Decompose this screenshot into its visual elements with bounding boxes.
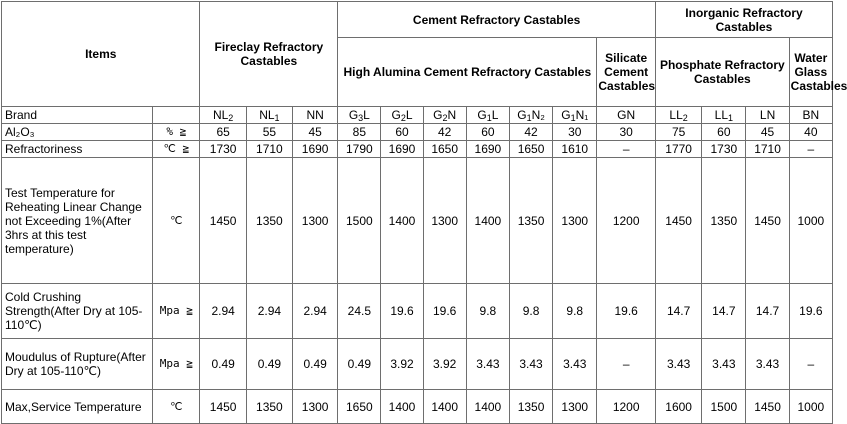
value-cell: 14.7 xyxy=(702,284,746,339)
value-cell: 1790 xyxy=(338,141,381,158)
modulus-row xyxy=(2,339,833,390)
value-cell: 0.49 xyxy=(246,339,292,390)
fireclay-header: Fireclay Refractory Castables xyxy=(200,2,338,107)
value-cell: 3.43 xyxy=(702,339,746,390)
brand-subscript: 2 xyxy=(682,113,688,123)
value-cell: 1650 xyxy=(509,141,552,158)
value-cell: 1690 xyxy=(293,141,338,158)
value-cell: 2.94 xyxy=(246,284,292,339)
brand-cell: $LL_1$ xyxy=(702,107,746,124)
value-cell: 1200 xyxy=(597,158,656,284)
value-cell: 1350 xyxy=(509,158,552,284)
value-cell: 19.6 xyxy=(423,284,466,339)
row-unit: ℃ xyxy=(153,390,200,424)
value-cell: 1300 xyxy=(553,390,597,424)
value-cell: 1300 xyxy=(293,158,338,284)
value-cell: 45 xyxy=(293,124,338,141)
brand-cell: $G_1N_1$ xyxy=(553,107,597,124)
value-cell: 1200 xyxy=(597,390,656,424)
cement-header: Cement Refractory Castables xyxy=(338,2,656,38)
value-cell: 3.43 xyxy=(655,339,701,390)
brand-subscript: 1 xyxy=(570,113,576,123)
refractory-castables-table xyxy=(1,1,847,424)
brand-subscript: 1 xyxy=(486,113,492,123)
value-cell: 3.43 xyxy=(553,339,597,390)
brand-subscript: 3 xyxy=(358,113,364,123)
row-unit xyxy=(153,107,200,124)
phosphate-header: Phosphate Refractory Castables xyxy=(655,38,789,107)
brand-subscript: 2 xyxy=(228,113,234,123)
value-cell: 1450 xyxy=(746,158,789,284)
silicate-header: Silicate Cement Castables xyxy=(597,38,656,107)
value-cell: 1710 xyxy=(246,141,292,158)
max-service-row xyxy=(2,390,833,424)
value-cell: 1400 xyxy=(466,158,509,284)
brand-subscript: 1 xyxy=(728,113,734,123)
brand-subscript: 2 xyxy=(442,113,448,123)
brand-cell: $G_3L$ xyxy=(338,107,381,124)
test-temperature-row xyxy=(2,158,833,284)
value-cell: 65 xyxy=(200,124,246,141)
value-cell: 1300 xyxy=(293,390,338,424)
brand-cell: $NL_2$ xyxy=(200,107,246,124)
brand-subscript: 2 xyxy=(400,113,406,123)
brand-cell: GN xyxy=(597,107,656,124)
row-label: Brand xyxy=(2,107,153,124)
brand-cell: NN xyxy=(293,107,338,124)
brand-cell: $LL_2$ xyxy=(655,107,701,124)
value-cell: 55 xyxy=(246,124,292,141)
value-cell: 85 xyxy=(338,124,381,141)
value-cell: 1690 xyxy=(466,141,509,158)
row-label: Cold Crushing Strength(After Dry at 105-110℃) xyxy=(2,284,153,339)
brand-subscript: 1 xyxy=(274,113,280,123)
brand-cell: $G_1L$ xyxy=(466,107,509,124)
value-cell: 1690 xyxy=(381,141,423,158)
value-cell: 3.92 xyxy=(381,339,423,390)
value-cell: – xyxy=(597,141,656,158)
value-cell: 19.6 xyxy=(597,284,656,339)
value-cell: 3.43 xyxy=(746,339,789,390)
value-cell: 9.8 xyxy=(509,284,552,339)
value-cell: 1770 xyxy=(655,141,701,158)
value-cell: 1650 xyxy=(338,390,381,424)
value-cell: 3.43 xyxy=(509,339,552,390)
cold-crushing-row xyxy=(2,284,833,339)
inorganic-header: Inorganic Refractory Castables xyxy=(655,2,832,38)
row-unit: Mpa ≧ xyxy=(153,339,200,390)
value-cell: 19.6 xyxy=(381,284,423,339)
value-cell: 9.8 xyxy=(553,284,597,339)
value-cell: 1450 xyxy=(655,158,701,284)
items-header: Items xyxy=(2,2,200,107)
value-cell: 0.49 xyxy=(293,339,338,390)
value-cell: 60 xyxy=(466,124,509,141)
high-alumina-header: High Alumina Cement Refractory Castables xyxy=(338,38,597,107)
brand-row xyxy=(2,107,833,124)
value-cell: 1500 xyxy=(702,390,746,424)
header-row-1 xyxy=(2,2,833,38)
value-cell: 1400 xyxy=(381,158,423,284)
value-cell: 75 xyxy=(655,124,701,141)
value-cell: 1400 xyxy=(381,390,423,424)
row-unit: % ≧ xyxy=(153,124,200,141)
value-cell: 2.94 xyxy=(200,284,246,339)
brand-cell: LN xyxy=(746,107,789,124)
brand-cell: $G_2N$ xyxy=(423,107,466,124)
value-cell: 9.8 xyxy=(466,284,509,339)
value-cell: 1350 xyxy=(246,390,292,424)
value-cell: 1350 xyxy=(702,158,746,284)
value-cell: 1300 xyxy=(553,158,597,284)
value-cell: 1730 xyxy=(200,141,246,158)
value-cell: – xyxy=(789,339,832,390)
value-cell: 30 xyxy=(597,124,656,141)
brand-cell: $G_1N_2$ xyxy=(509,107,552,124)
row-label: Test Temperature for Reheating Linear Change not Exceeding 1%(After 3hrs at this test temperature) xyxy=(2,158,153,284)
refractoriness-row xyxy=(2,141,833,158)
value-cell: 3.43 xyxy=(466,339,509,390)
value-cell: 14.7 xyxy=(655,284,701,339)
value-cell: 0.49 xyxy=(200,339,246,390)
brand-subscript: 1 xyxy=(526,113,532,123)
value-cell: 1450 xyxy=(200,158,246,284)
value-cell: – xyxy=(597,339,656,390)
row-unit: ℃ xyxy=(153,158,200,284)
value-cell: 45 xyxy=(746,124,789,141)
value-cell: 1610 xyxy=(553,141,597,158)
value-cell: 60 xyxy=(381,124,423,141)
value-cell: 1730 xyxy=(702,141,746,158)
value-cell: 2.94 xyxy=(293,284,338,339)
value-cell: 1400 xyxy=(423,390,466,424)
row-label: Max,Service Temperature xyxy=(2,390,153,424)
value-cell: 1000 xyxy=(789,390,832,424)
value-cell: 3.92 xyxy=(423,339,466,390)
value-cell: 1350 xyxy=(246,158,292,284)
value-cell: 42 xyxy=(509,124,552,141)
value-cell: 30 xyxy=(553,124,597,141)
row-label: Al₂O₃ xyxy=(2,124,153,141)
value-cell: 42 xyxy=(423,124,466,141)
row-label: Refractoriness xyxy=(2,141,153,158)
value-cell: 1650 xyxy=(423,141,466,158)
al2o3-row xyxy=(2,124,833,141)
value-cell: 1350 xyxy=(509,390,552,424)
value-cell: 1450 xyxy=(746,390,789,424)
row-label: Moudulus of Rupture(After Dry at 105-110℃) xyxy=(2,339,153,390)
brand-cell: $G_2L$ xyxy=(381,107,423,124)
water-glass-header: Water Glass Castables xyxy=(789,38,832,107)
brand-cell: BN xyxy=(789,107,832,124)
value-cell: 40 xyxy=(789,124,832,141)
value-cell: 1300 xyxy=(423,158,466,284)
brand-cell: $NL_1$ xyxy=(246,107,292,124)
row-unit: ℃ ≧ xyxy=(153,141,200,158)
value-cell: – xyxy=(789,141,832,158)
value-cell: 1450 xyxy=(200,390,246,424)
value-cell: 60 xyxy=(702,124,746,141)
value-cell: 19.6 xyxy=(789,284,832,339)
value-cell: 1600 xyxy=(655,390,701,424)
value-cell: 0.49 xyxy=(338,339,381,390)
value-cell: 14.7 xyxy=(746,284,789,339)
value-cell: 1000 xyxy=(789,158,832,284)
row-unit: Mpa ≧ xyxy=(153,284,200,339)
value-cell: 1400 xyxy=(466,390,509,424)
value-cell: 24.5 xyxy=(338,284,381,339)
value-cell: 1710 xyxy=(746,141,789,158)
value-cell: 1500 xyxy=(338,158,381,284)
